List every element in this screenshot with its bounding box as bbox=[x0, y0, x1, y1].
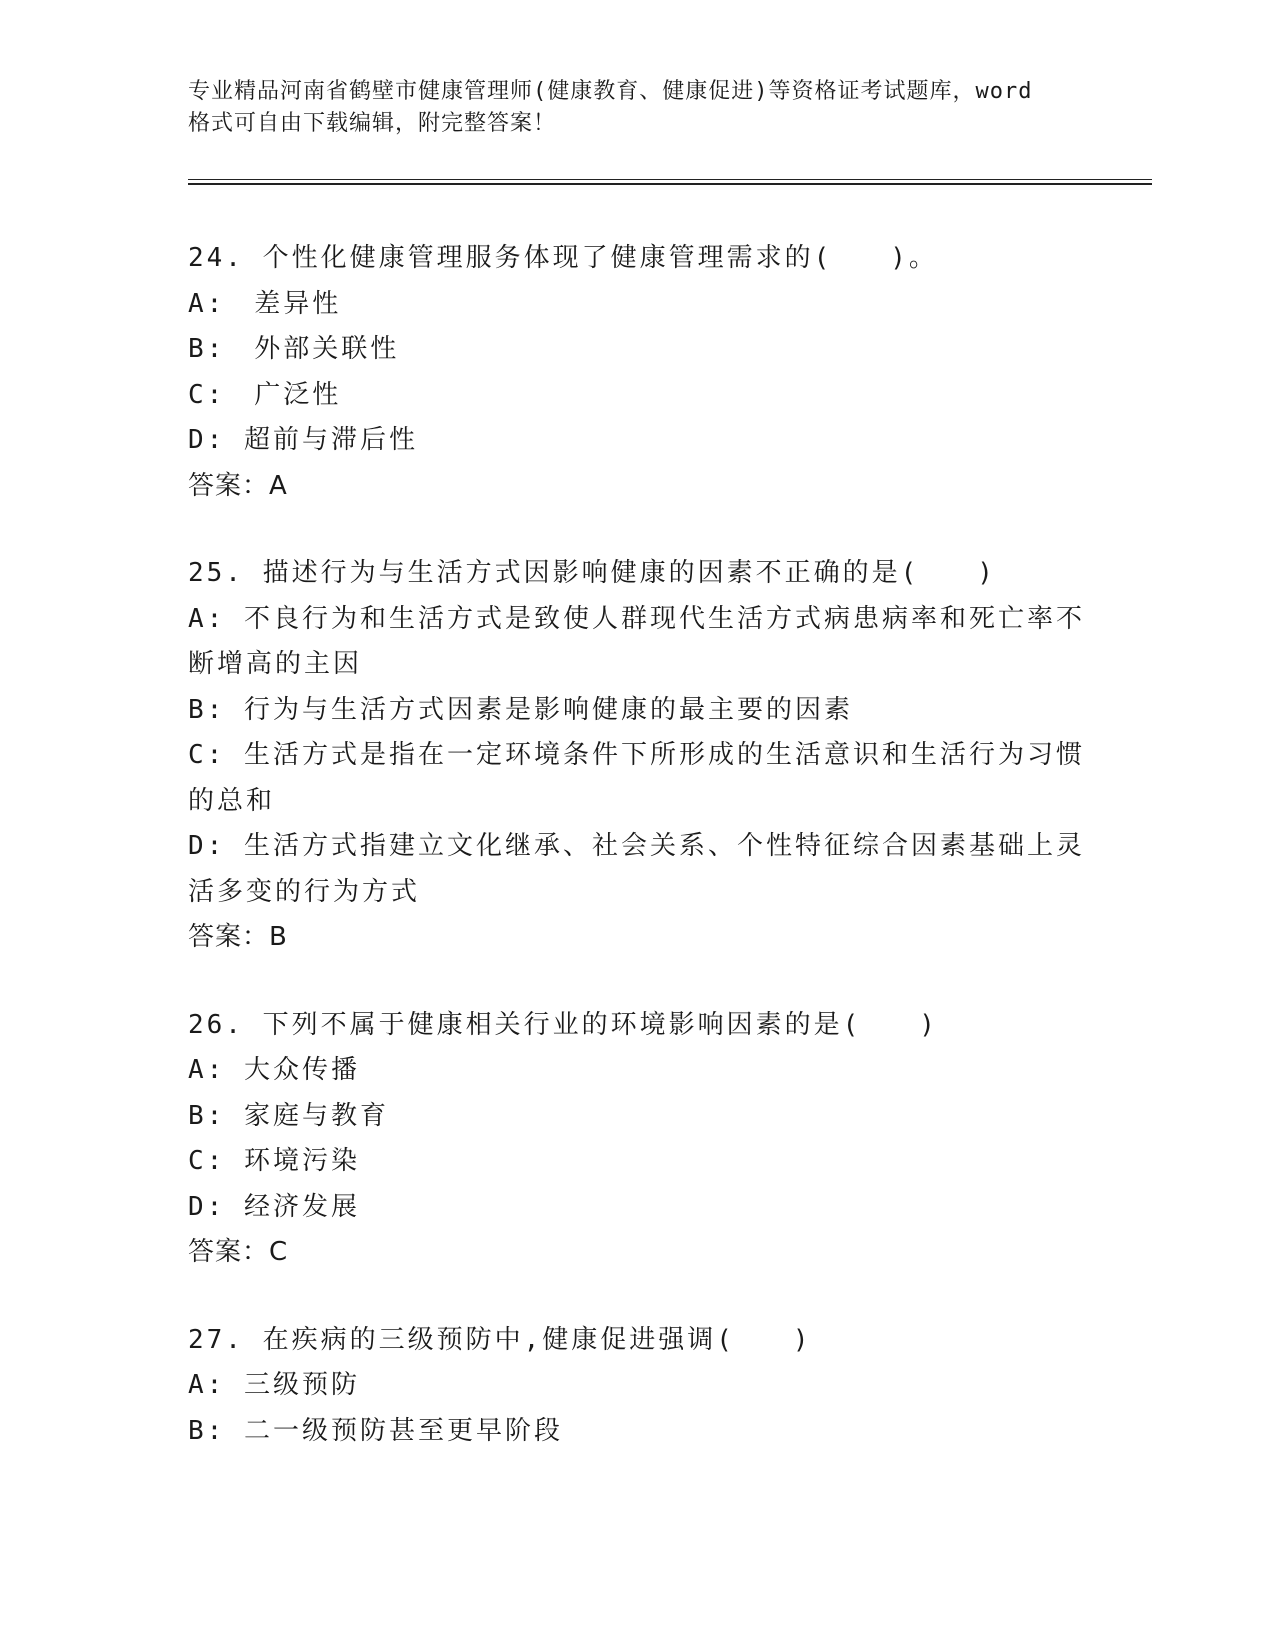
option-a: A: 差异性 bbox=[188, 288, 342, 319]
option-a: A: 大众传播 bbox=[188, 1055, 360, 1085]
document-header bbox=[188, 76, 1088, 140]
header-line-2: 格式可自由下载编辑，附完整答案！ bbox=[188, 111, 557, 136]
question-24 bbox=[188, 236, 1088, 509]
option-b: B: 外部关联性 bbox=[188, 334, 400, 364]
question-stem: 24. 个性化健康管理服务体现了健康管理需求的( )。 bbox=[188, 243, 938, 273]
question-stem: 26. 下列不属于健康相关行业的环境影响因素的是( ) bbox=[188, 1009, 938, 1040]
question-stem: 27. 在疾病的三级预防中,健康促进强调( ) bbox=[188, 1324, 812, 1355]
answer-label: 答案：A bbox=[188, 470, 288, 501]
option-c: C: 广泛性 bbox=[188, 379, 342, 410]
answer-label: 答案：C bbox=[188, 1237, 289, 1267]
option-d: D: 经济发展 bbox=[188, 1191, 360, 1222]
option-a: A: 三级预防 bbox=[188, 1370, 360, 1400]
question-list bbox=[188, 236, 1088, 1496]
option-b: B: 行为与生活方式因素是影响健康的最主要的因素 bbox=[188, 694, 853, 725]
question-25 bbox=[188, 551, 1088, 961]
option-d: D: 超前与滞后性 bbox=[188, 425, 418, 455]
header-divider-thin bbox=[188, 179, 1152, 180]
question-stem: 25. 描述行为与生活方式因影响健康的因素不正确的是( ) bbox=[188, 558, 996, 588]
header-line-1: 专业精品河南省鹤壁市健康管理师(健康教育、健康促进)等资格证考试题库，word bbox=[188, 79, 1033, 104]
header-divider-thick bbox=[188, 183, 1152, 185]
option-b: B: 二一级预防甚至更早阶段 bbox=[188, 1415, 563, 1446]
question-26 bbox=[188, 1003, 1088, 1276]
option-c: C: 生活方式是指在一定环境条件下所形成的生活意识和生活行为习惯的总和 bbox=[188, 740, 1085, 816]
option-c: C: 环境污染 bbox=[188, 1146, 360, 1176]
answer-label: 答案：B bbox=[188, 922, 288, 952]
question-27 bbox=[188, 1318, 1088, 1455]
option-b: B: 家庭与教育 bbox=[188, 1100, 389, 1131]
option-a: A: 不良行为和生活方式是致使人群现代生活方式病患病率和死亡率不断增高的主因 bbox=[188, 603, 1085, 679]
option-d: D: 生活方式指建立文化继承、社会关系、个性特征综合因素基础上灵活多变的行为方式 bbox=[188, 831, 1085, 907]
